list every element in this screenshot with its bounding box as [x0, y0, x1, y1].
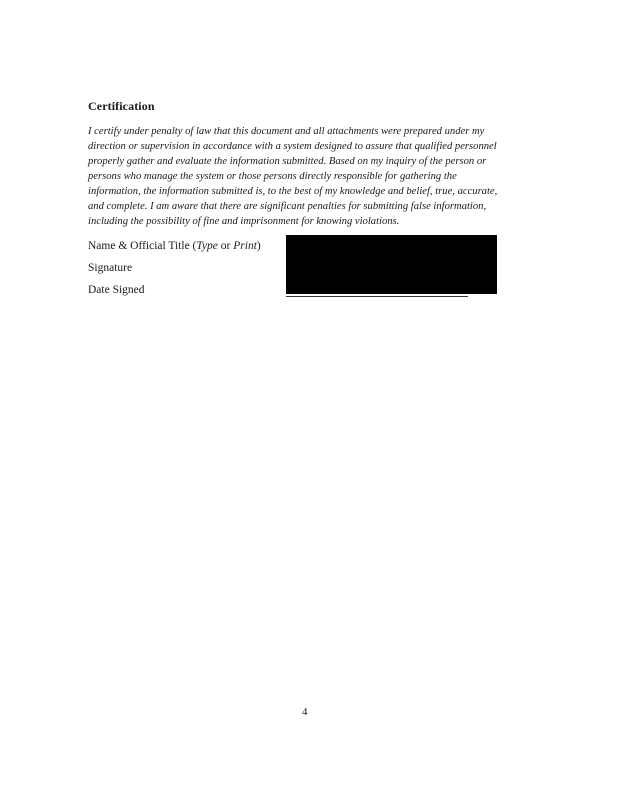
certification-line: direction or supervision in accordance with a system designed to assure that qualified personnel — [88, 141, 497, 152]
certification-line: and complete. I am aware that there are significant penalties for submitting false information, — [88, 201, 487, 212]
signature-line — [286, 296, 468, 297]
name-title-label-print: Print — [233, 240, 257, 252]
certification-heading: Certification — [88, 99, 155, 113]
name-title-label-type: Type — [196, 240, 218, 252]
name-title-label — [88, 240, 261, 252]
certification-line: information, the information submitted is, to the best of my knowledge and belief, true, accurate, — [88, 186, 498, 197]
certification-line: including the possibility of fine and imprisonment for knowing violations. — [88, 216, 400, 227]
name-title-label-suffix: ) — [256, 240, 261, 252]
date-signed-label: Date Signed — [88, 284, 145, 296]
name-title-label-or: or — [217, 240, 234, 252]
page-number: 4 — [302, 706, 308, 718]
certification-line: persons who manage the system or those persons directly responsible for gathering the — [88, 171, 457, 182]
certification-line: I certify under penalty of law that this document and all attachments were prepared under my — [88, 126, 485, 137]
signature-label: Signature — [88, 262, 133, 274]
name-title-label-prefix: Name & Official Title ( — [88, 240, 197, 252]
certification-line: properly gather and evaluate the information submitted. Based on my inquiry of the person or — [88, 156, 487, 167]
certification-statement — [88, 124, 534, 229]
redaction-block — [286, 235, 497, 294]
